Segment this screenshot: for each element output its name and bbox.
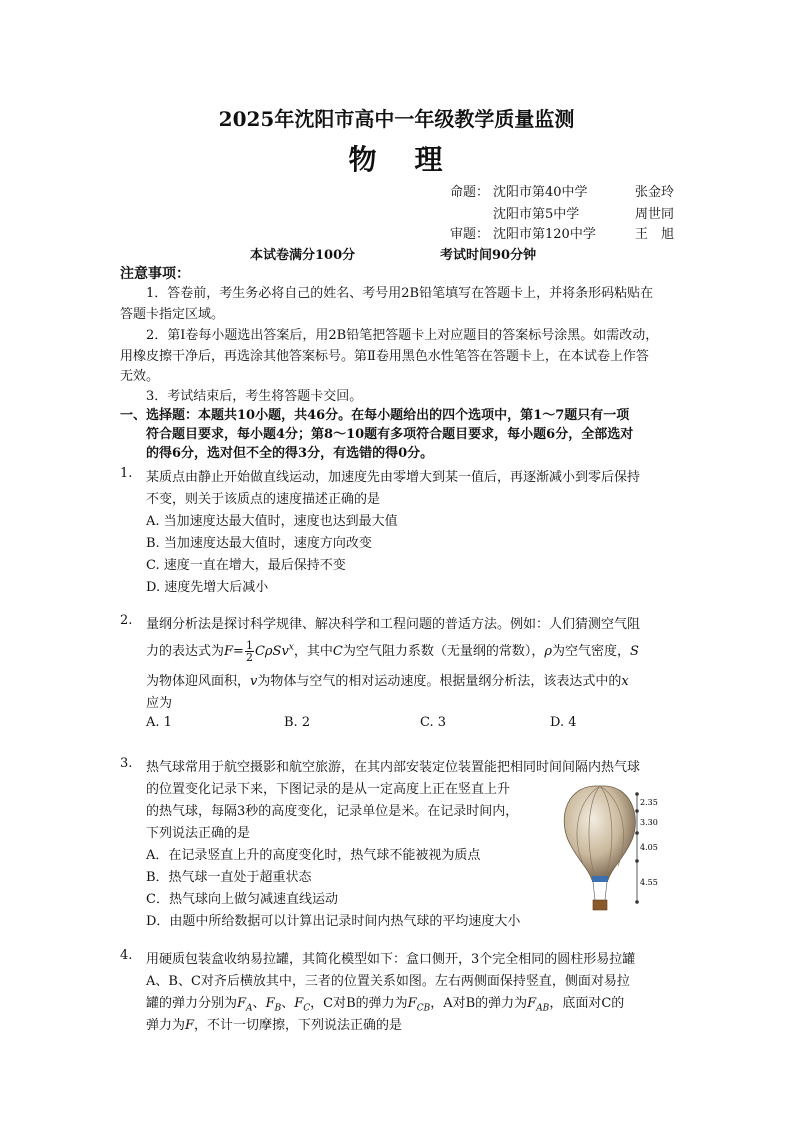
q2-fraction-numerator: 1 — [245, 639, 253, 652]
q4-number: 4. — [120, 948, 133, 963]
record-dot — [635, 859, 639, 863]
q2-stem-line-3 — [146, 670, 629, 689]
q4-symbol: F — [527, 996, 537, 1011]
notice-item-2-line-1: 2．第Ⅰ卷每小题选出答案后，用2B铅笔把答题卡上对应题目的答案标号涂黑。如需改动， — [146, 328, 659, 343]
q2-text: 为物体迎风面积， — [146, 674, 251, 689]
q1-number: 1. — [120, 466, 133, 481]
author-school: 沈阳市第120中学 — [493, 227, 596, 242]
height-label: 4.55 — [640, 878, 658, 887]
q2-exponent: x — [288, 642, 294, 653]
q4-separator: 、 — [281, 996, 295, 1011]
subject-char-1: 物 — [348, 143, 379, 176]
q1-option-d: D. 速度先增大后减小 — [146, 580, 269, 595]
q2-symbol-s: S — [630, 644, 639, 659]
q2-stem-line-1: 量纲分析法是探讨科学规律、解决科学和工程问题的普适方法。例如：人们猜测空气阻 — [146, 617, 641, 632]
exam-time: 考试时间90分钟 — [440, 248, 537, 263]
q2-option-c: C. 3 — [420, 715, 447, 730]
q4-symbol: F — [185, 1018, 195, 1033]
notice-item-1-line-2: 答题卡指定区域。 — [120, 307, 225, 322]
q4-text: ，底面对C的 — [549, 996, 625, 1011]
q3-number: 3. — [120, 756, 133, 771]
q2-formula: CρSv — [254, 644, 289, 659]
q4-symbol: F — [265, 996, 275, 1011]
q3-stem-line-1: 热气球常用于航空摄影和航空旅游，在其内部安装定位装置能把相同时间间隔内热气球 — [146, 760, 641, 775]
section-1-line-1: 一、选择题：本题共10小题，共46分。在每小题给出的四个选项中，第1～7题只有一项 — [120, 408, 630, 423]
notice-item-2-line-3: 无效。 — [120, 369, 160, 384]
q2-stem-line-2 — [146, 640, 639, 663]
author-name: 张金玲 — [635, 185, 675, 200]
q2-equals: = — [233, 644, 244, 659]
q3-option-c: C．热气球向上做匀减速直线运动 — [146, 892, 338, 907]
q4-stem-line-3 — [146, 992, 624, 1014]
q2-text: 为空气密度， — [552, 644, 631, 659]
notice-item-2-line-2: 用橡皮擦干净后，再选涂其他答案标号。第Ⅱ卷用黑色水性笔答在答题卡上，在本试卷上作答 — [120, 349, 649, 364]
q2-symbol-rho: ρ — [544, 644, 553, 659]
q4-symbol: F — [407, 996, 417, 1011]
q4-text: 罐的弹力分别为 — [146, 996, 238, 1011]
q1-option-c: C. 速度一直在增大，最后保持不变 — [146, 558, 346, 573]
q3-stem-line-4: 下列说法正确的是 — [146, 826, 251, 841]
q4-text: ，A对B的弹力为 — [430, 996, 528, 1011]
author-line-2 — [450, 203, 674, 222]
q2-text: 力的表达式为 — [146, 644, 225, 659]
author-line-1 — [450, 181, 674, 200]
q4-subscript: AB — [536, 1003, 550, 1014]
exam-title: 2025年沈阳市高中一年级教学质量监测 — [218, 107, 575, 131]
notice-heading: 注意事项： — [120, 266, 190, 282]
author-name: 王 旭 — [635, 227, 675, 242]
author-school: 沈阳市第5中学 — [493, 207, 580, 222]
q2-option-a: A. 1 — [146, 715, 172, 730]
q3-option-b: B．热气球一直处于超重状态 — [146, 870, 312, 885]
author-label: 命题： — [450, 185, 490, 200]
q1-option-b: B. 当加速度达最大值时，速度方向改变 — [146, 536, 372, 551]
q4-stem-line-2: A、B、C对齐后横放其中，三者的位置关系如图。左右两侧面保持竖直，侧面对易拉 — [146, 974, 630, 989]
height-label: 3.30 — [640, 818, 658, 827]
height-label: 2.35 — [640, 798, 658, 807]
height-label: 4.05 — [640, 843, 658, 852]
reviewer-line — [450, 223, 674, 242]
notice-item-3: 3．考试结束后，考生将答题卡交回。 — [146, 389, 363, 404]
q2-text: 为物体与空气的相对运动速度。根据量纲分析法，该表达式中的 — [257, 674, 622, 689]
q3-height-record — [628, 790, 668, 910]
q3-option-d: D．由题中所给数据可以计算出记录时间内热气球的平均速度大小 — [146, 914, 521, 929]
record-dot — [635, 792, 639, 796]
q4-subscript: A — [246, 1003, 253, 1014]
q2-stem-line-4: 应为 — [146, 696, 173, 711]
q4-subscript: B — [274, 1003, 282, 1014]
q1-stem-line-1: 某质点由静止开始做直线运动，加速度先由零增大到某一值后，再逐渐减小到零后保持 — [146, 470, 641, 485]
section-1-line-2: 符合题目要求，每小题4分；第8～10题有多项符合题目要求，每小题6分，全部选对 — [146, 427, 634, 442]
q1-stem-line-2: 不变，则关于该质点的速度描述正确的是 — [146, 492, 381, 507]
q2-text: 为空气阻力系数（无量纲的常数）， — [342, 644, 545, 659]
q2-text: ，其中 — [293, 644, 333, 659]
notice-item-1-line-1: 1．答卷前，考生务必将自己的姓名、考号用2B铅笔填写在答题卡上，并将条形码粘贴在 — [146, 286, 654, 301]
hot-air-balloon-icon — [564, 786, 635, 910]
q4-subscript: C — [303, 1003, 311, 1014]
q4-separator: 、 — [252, 996, 266, 1011]
author-school: 沈阳市第40中学 — [493, 185, 588, 200]
q2-fraction-denominator: 2 — [245, 651, 253, 664]
q2-symbol-c: C — [332, 644, 343, 659]
q4-stem-line-1: 用硬质包装盒收纳易拉罐，其简化模型如下：盒口侧开，3个完全相同的圆柱形易拉罐 — [146, 952, 636, 967]
q1-option-a: A. 当加速度达最大值时，速度也达到最大值 — [146, 514, 398, 529]
record-dot — [635, 809, 639, 813]
q2-symbol-f: F — [224, 644, 234, 659]
q4-subscript: CB — [416, 1003, 431, 1014]
author-name: 周世同 — [635, 207, 675, 222]
q3-stem-line-3: 的热气球，每隔3秒的高度变化，记录单位是米。在记录时间内， — [146, 804, 519, 819]
subject-char-2: 理 — [414, 143, 445, 176]
full-score: 本试卷满分100分 — [250, 248, 356, 263]
subject-title — [0, 138, 793, 178]
q2-option-d: D. 4 — [550, 715, 577, 730]
q2-symbol-x: x — [621, 674, 629, 689]
q4-text: 弹力为 — [146, 1018, 186, 1033]
q3-option-a: A．在记录竖直上升的高度变化时，热气球不能被视为质点 — [146, 848, 481, 863]
record-dot — [635, 831, 639, 835]
q3-stem-line-2: 的位置变化记录下来，下图记录的是从一定高度上正在竖直上升 — [146, 782, 511, 797]
q2-option-b: B. 2 — [284, 715, 311, 730]
q2-fraction — [245, 640, 254, 663]
q2-number: 2. — [120, 613, 133, 628]
author-label: 审题： — [450, 227, 490, 242]
q4-symbol: F — [294, 996, 304, 1011]
q4-text: ，不计一切摩擦，下列说法正确的是 — [194, 1018, 403, 1033]
q4-stem-line-4 — [146, 1014, 402, 1033]
section-1-line-3: 的得6分，选对但不全的得3分，有选错的得0分。 — [146, 446, 434, 461]
record-dot — [635, 900, 639, 904]
q2-symbol-v: v — [250, 674, 258, 689]
q4-text: ，C对B的弹力为 — [310, 996, 408, 1011]
q4-symbol: F — [237, 996, 247, 1011]
